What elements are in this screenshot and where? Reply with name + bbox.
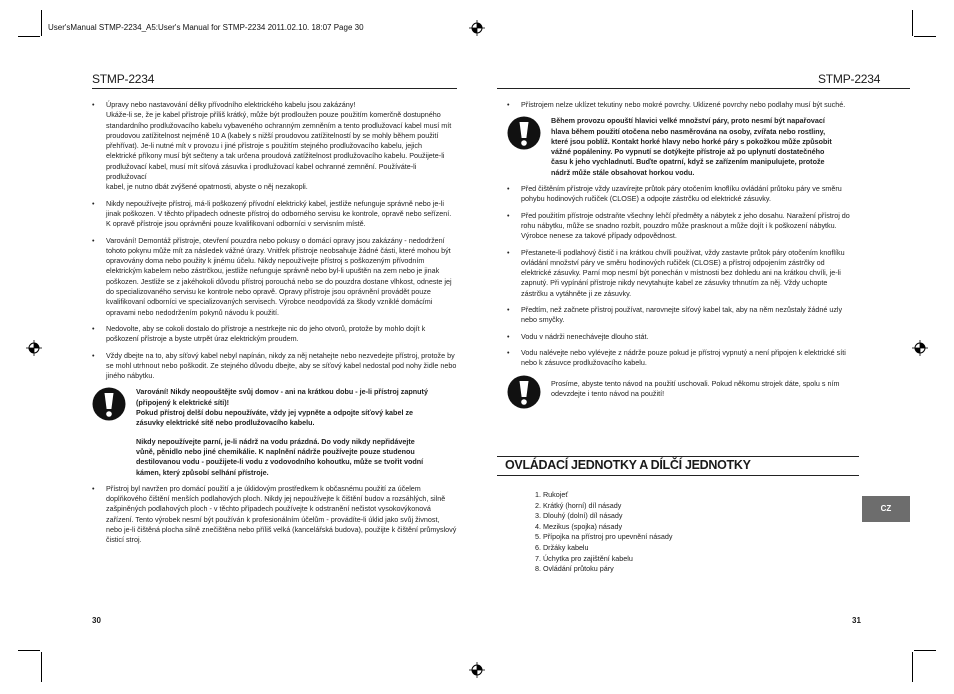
parts-list-item: 8. Ovládání průtoku páry — [535, 564, 614, 574]
bullet-paragraph: • Přestanete-li podlahový čistič i na krátkou chvíli používat, vždy zastavte průtok páry otočením knoflíku ovládání množství páry ve směru hodinových ručiček (CLOSE) a přístroj odpojením zástrčky od elektrické zásuvky. Parní mop nesmí být ponechán v místnosti bez dohledu ani na krátkou chvíli, je-li zapnutý. Při vypínání přístroje nikdy nevytahujte kabel ze zásuvky trhnutím za něj. Vždy uchopte zástrčku a vytáhněte ji ze zásuvky. — [507, 248, 857, 299]
bullet-paragraph: • Vždy dbejte na to, aby síťový kabel nebyl napínán, nikdy za něj netahejte nebo nezvedejte přístroj, protože by se mohl utrhnout nebo poškodit. Ze stejného důvodu dbejte, aby se síťový kabel nedostal pod nohy židle nebo jiného nábytku. — [92, 351, 457, 382]
crop-mark — [912, 10, 913, 36]
exclamation-warning-icon — [507, 375, 541, 409]
bullet-paragraph: • Přístroj byl navržen pro domácí použití a je úklidovým prostředkem k občasnému použití za účelem doplňkového čištění menších podlahových ploch. Nikdy jej nepoužívejte k čištění budov a rozsáhlých, silně zašpiněných podlahových ploch - v těchto případech používejte k odstranění nečistot vysokovýkonová zařízení. Tento výrobek nesmí být používán k profesionálním účelům - provádíte-li úklid jako svůj živnost, nebo je-li čištěná plocha silně znečištěna nebo příliš velká (kancelářská budova), použijte k čištění průmyslový čisticí stroj. — [92, 484, 457, 546]
crop-mark — [41, 10, 42, 36]
section-title: OVLÁDACÍ JEDNOTKY A DÍLČÍ JEDNOTKY — [505, 458, 751, 472]
right-page-content — [507, 100, 857, 431]
warning-block — [507, 375, 857, 425]
parts-list-item: 1. Rukojeť — [535, 490, 569, 499]
left-page-content — [92, 100, 457, 552]
bullet-paragraph: • Vodu nalévejte nebo vylévejte z nádrže pouze pokud je přístroj vypnutý a není připojen k elektrické síti nebo k zásuvce prodlužovacího kabelu. — [507, 348, 857, 369]
page-number-right: 31 — [852, 616, 861, 625]
bullet-paragraph: • Vodu v nádrži nenechávejte dlouho stát. — [507, 332, 857, 342]
crop-mark — [41, 652, 42, 682]
language-tab: CZ — [862, 496, 910, 522]
bullet-paragraph: • Nikdy nepoužívejte přístroj, má-li poškozený přívodní elektrický kabel, jestliže nefunguje správně nebo je-li jinak poškozen. V těchto případech odneste přístroj do odborného servisu ke kontrole, opravě nebo seřízení. K opravě přístroje jsou oprávněni pouze kvalifikovaní odborníci v servisním místě. — [92, 199, 457, 230]
warning-text — [551, 116, 857, 178]
parts-list-item: 3. Dlouhý (dolní) díl násady — [535, 511, 623, 521]
page-number-left: 30 — [92, 616, 101, 625]
parts-list-item: 2. Krátký (horní) díl násady — [535, 500, 622, 510]
crop-mark — [18, 650, 40, 651]
parts-list — [535, 490, 672, 575]
header-rule-right — [497, 88, 910, 89]
crop-mark — [914, 650, 936, 651]
crop-mark — [18, 36, 40, 37]
bullet-paragraph: • Přístrojem nelze uklízet tekutiny nebo mokré povrchy. Uklizené povrchy nebo podlahy musí být suché. — [507, 100, 857, 110]
bullet-paragraph: • Nedovolte, aby se cokoli dostalo do přístroje a nestrkejte nic do jeho otvorů, protože by mohlo dojít k poškození přístroje a byste utrpět úraz elektrickým proudem. — [92, 324, 457, 345]
header-rule-left — [92, 88, 457, 89]
section-rule-top — [497, 456, 859, 457]
model-name-left: STMP-2234 — [92, 72, 155, 86]
bullet-paragraph: • Varování! Demontáž přístroje, otevření pouzdra nebo pokusy o domácí opravy jsou zakázány - nedodržení tohoto pokynu může mít za následek vážné úrazy. Vnitřek přístroje neobsahuje žádné části, které mohou být opravovány doma nebo použity k jinému účelu. Nikdy nepoužívejte přístroj s poškozeným přívodním elektrickým kabelem nebo zástrčkou, jestliže nefunguje správně nebo byl-li upuštěn na zem nebo je jinak poškozen. Jestliže se z jakéhokoli důvodu přístroj porouchá nebo se do pouzdra dostane vlhkost, odneste jej do specializovaného servisu ke kontrole nebo opravě. Opravy přístroje jsou oprávnění provádět pouze kvalifikovaní odborníci ve specializovaných servisech. Výrobce neodpovídá za škody vzniklé domácími opravami nebo nedodržením pokynů návodu k použití. — [92, 236, 457, 318]
registration-mark-icon — [469, 662, 485, 678]
warning-block — [507, 116, 857, 178]
crop-mark — [914, 36, 936, 37]
crop-mark — [912, 652, 913, 682]
section-rule-bottom — [497, 475, 859, 476]
bullet-paragraph: • Předtím, než začnete přístroj používat, narovnejte síťový kabel tak, aby na něm nezůstaly žádné uzly nebo smyčky. — [507, 305, 857, 326]
model-name-right: STMP-2234 — [818, 72, 881, 86]
registration-mark-icon — [469, 20, 485, 36]
exclamation-warning-icon — [507, 116, 541, 150]
warning-bold-text: Nikdy nepoužívejte parní, je-li nádrž na vodu prázdná. Do vody nikdy nepřidávejte vůně, pěnidlo nebo jiné chemikálie. K naplnění nádrže používejte pouze studenou destilovanou vodu - použijete-li vodu z vodovodního kohoutku, může se tvořit vodní kámen, který způsobí selhání přístroje. — [136, 436, 424, 477]
warning-normal-text: Prosíme, abyste tento návod na použití uschovali. Pokud někomu strojek dáte, spolu s ním odevzdejte i tento návod na použití! — [551, 378, 840, 398]
warning-block — [92, 387, 457, 477]
bullet-paragraph: • Před čištěním přístroje vždy uzavírejte průtok páry otočením knoflíku ovládání průtoku páry ve směru pohybu hodinových ručiček (CLOSE) a odpojte zástrčku od elektrické zásuvky. — [507, 184, 857, 205]
parts-list-item: 6. Držáky kabelu — [535, 542, 589, 552]
print-header: User'sManual STMP-2234_A5:User's Manual for STMP-2234 2011.02.10. 18:07 Page 30 — [48, 23, 364, 32]
bullet-paragraph: • Před použitím přístroje odstraňte všechny lehčí předměty a nábytek z jeho dosahu. Naražení přístroj do rohu nábytku, může se snadno rozbít, pouzdro může prasknout a může dojít i k poškození nábytku. Výrobce nenese za takové případy odpovědnost. — [507, 211, 857, 242]
registration-mark-icon — [912, 340, 928, 356]
parts-list-item: 5. Přípojka na přístroj pro upevnění násady — [535, 532, 673, 542]
parts-list-item: 7. Úchytka pro zajištění kabelu — [535, 553, 633, 563]
registration-mark-icon — [26, 340, 42, 356]
bullet-paragraph: • Úpravy nebo nastavování délky přívodního elektrického kabelu jsou zakázány! Ukáže-li se, že je kabel přístroje příliš krátký, může být prodloužen pouze použitím komerčně dostupného standardního prodlužovacího kabelu vybaveného ochranným zemněním a tento prodlužovací kabel musí mít proudovou zatížitelnost nejméně 10 A (kabely s nižší proudovou zatížitelností by se mohly během použití přehřívat). Je-li nutné mít v provozu i jiné přístroje s použitím stejného prodlužovacího kabelu, jejich elektrické příkony musí být sečteny a tak určena proudová zatížitelnost prodlužovacího kabelu. Použijete-li prodlužovací kabel, musí mít síťová zásuvka i prodlužovací kabel ochranné zemnění. Používáte-li prodlužovací kabel, je nutno dbát zvýšené opatrnosti, abyste o něj nezakopli. — [92, 100, 457, 193]
warning-bold-text: Během provozu opouští hlavici velké množství páry, proto nesmí být napařovací hlava během použití otočena nebo nasměrována na osoby, zvířata nebo rostliny, které jsou poblíž. Kontakt horké hlavy nebo horké páry s pokožkou může způsobit vážné popáleniny. Po vypnutí se dotýkejte přístroje až po uplynutí dostatečného času k jeho vychladnutí. Buďte opatrní, když se zařízením manipulujete, protože nádrž může stále obsahovat horkou vodu. — [551, 116, 832, 177]
warning-text — [136, 387, 457, 477]
exclamation-warning-icon — [92, 387, 126, 421]
warning-bold-text: Varování! Nikdy neopouštějte svůj domov - ani na krátkou dobu - je-li přístroj zapnutý (připojený k elektrické síti)! Pokud přístroj delší dobu nepoužíváte, vždy jej vypněte a odpojte síťový kabel ze zásuvky elektrické sítě nebo prodlužovacího kabelu. — [136, 387, 428, 428]
warning-text — [551, 375, 857, 400]
parts-list-item: 4. Mezikus (spojka) násady — [535, 521, 623, 531]
